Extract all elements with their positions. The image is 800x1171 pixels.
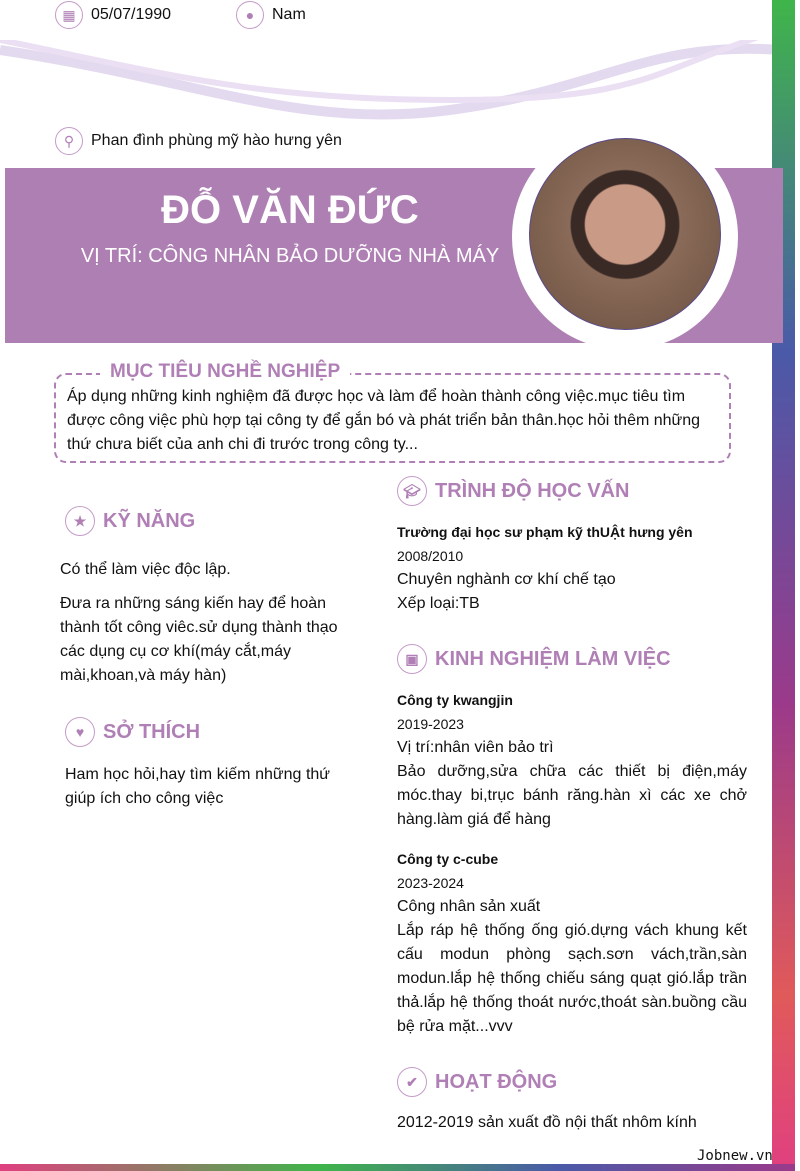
check-icon: ✔ <box>397 1067 427 1097</box>
job-entry <box>397 688 747 832</box>
watermark: Jobnew.vn <box>697 1148 773 1164</box>
hobbies-title: SỞ THÍCH <box>103 720 201 743</box>
gender-text: Nam <box>272 6 306 23</box>
education-heading <box>397 476 629 506</box>
skill-item: Đưa ra những sáng kiến hay để hoàn thành tốt công viêc.sử dụng thành thạo các dụng cụ cơ khí(máy cắt,máy mài,khoan,và máy hàn) <box>60 595 338 684</box>
graduation-cap-icon: 🎓︎ <box>397 476 427 506</box>
job-entry <box>397 847 747 1039</box>
education-years: 2008/2010 <box>397 548 464 564</box>
avatar <box>512 124 738 350</box>
candidate-position: VỊ TRÍ: CÔNG NHÂN BẢO DƯỠNG NHÀ MÁY <box>80 245 500 267</box>
objective-title: MỤC TIÊU NGHỀ NGHIỆP <box>100 361 350 383</box>
location-pin-icon: ⚲ <box>55 127 83 155</box>
objective-box <box>54 373 731 463</box>
avatar-photo <box>529 138 721 330</box>
calendar-icon: ▦ <box>55 1 83 29</box>
job-years: 2023-2024 <box>397 875 464 891</box>
bottom-gradient-bar <box>0 1164 795 1171</box>
job-years: 2019-2023 <box>397 716 464 732</box>
star-icon: ★ <box>65 506 95 536</box>
objective-text: Áp dụng những kinh nghiệm đã được học và làm để hoàn thành công việc.mục tiêu tìm được công việc phù hợp tại công ty để gắn bó và phát triển bản thân.học hỏi thêm những thứ chưa biết của anh chi đi trước trong công ty... <box>67 388 701 453</box>
briefcase-icon: ▣ <box>397 644 427 674</box>
candidate-name: ĐỖ VĂN ĐỨC <box>161 188 419 232</box>
address-text: Phan đình phùng mỹ hào hưng yên <box>91 132 342 149</box>
dob-text: 05/07/1990 <box>91 6 172 23</box>
education-entry <box>397 520 747 616</box>
skills-heading <box>65 506 195 536</box>
experience-title: KINH NGHIỆM LÀM VIỆC <box>435 647 671 670</box>
address <box>55 127 342 155</box>
activities-title: HOẠT ĐỘNG <box>435 1070 558 1093</box>
skills-title: KỸ NĂNG <box>103 509 196 532</box>
hobbies-text: Ham học hỏi,hay tìm kiếm những thứ giúp ích cho công việc <box>65 766 330 807</box>
heart-icon: ♥ <box>65 717 95 747</box>
activities-text: 2012-2019 sản xuất đồ nội thất nhôm kính <box>397 1114 697 1131</box>
gender <box>236 1 306 29</box>
activities-heading <box>397 1067 557 1097</box>
education-grade: Xếp loại:TB <box>397 595 480 612</box>
person-icon: ● <box>236 1 264 29</box>
school-name: Trường đại học sư phạm kỹ thUẬt hưng yên <box>397 524 693 540</box>
education-title: TRÌNH ĐỘ HỌC VẤN <box>435 479 630 502</box>
job-role: Công nhân sản xuất <box>397 898 541 915</box>
job-company: Công ty c-cube <box>397 851 499 867</box>
hobbies-heading <box>65 717 200 747</box>
dob <box>55 1 171 29</box>
skill-item: Có thể làm việc độc lập. <box>60 561 231 578</box>
job-description: Bảo dưỡng,sửa chữa các thiết bị điện,máy móc.thay bi,trục bánh răng.hàn xì các xe chở hàng.làm giá để hàng <box>397 763 747 828</box>
job-description: Lắp ráp hệ thống ống gió.dựng vách khung kết cấu modun phòng sạch.sơn vách,trần,sàn modun.lắp hệ thống chiếu sáng quạt gió.lắp trần thả.lắp hệ thống thoát nước,thoát sàn.buồng cầu bệ rửa mặt...vvv <box>397 922 747 1035</box>
education-major: Chuyên nghành cơ khí chế tạo <box>397 571 616 588</box>
job-company: Công ty kwangjin <box>397 692 513 708</box>
experience-heading <box>397 644 671 674</box>
job-role: Vị trí:nhân viên bảo trì <box>397 739 554 756</box>
